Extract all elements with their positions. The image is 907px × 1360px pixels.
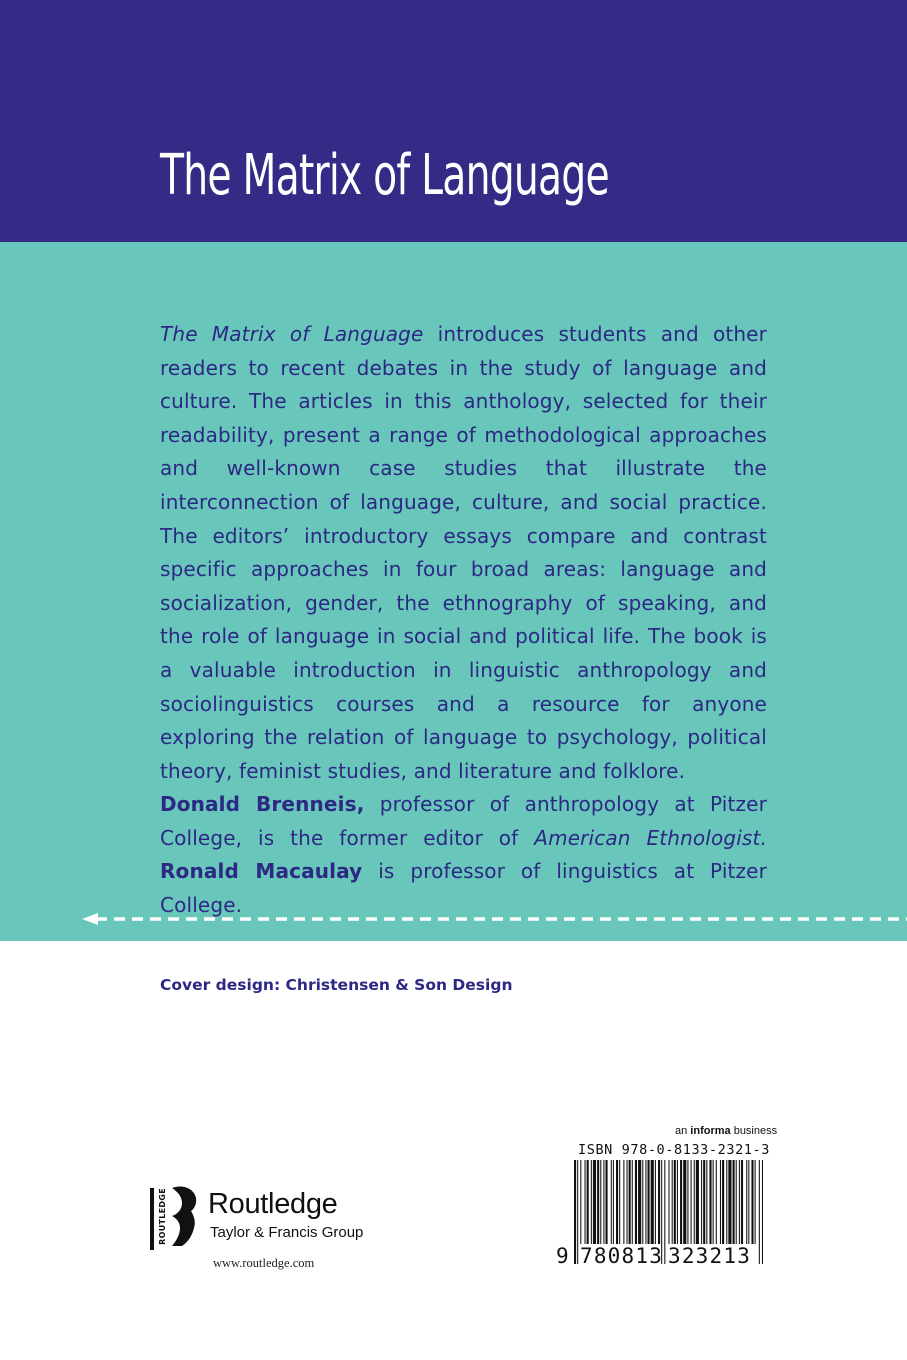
barcode-bar — [611, 1160, 612, 1244]
barcode-bar — [674, 1160, 676, 1244]
informa-suffix: business — [730, 1125, 778, 1137]
barcode-bar — [585, 1160, 586, 1244]
barcode-bar — [593, 1160, 596, 1244]
publisher-name: Routledge — [208, 1188, 338, 1220]
isbn-label: ISBN 978-0-8133-2321-3 — [578, 1142, 771, 1158]
barcode-bar — [635, 1160, 637, 1244]
barcode-bar — [701, 1160, 702, 1244]
barcode-bar — [728, 1160, 731, 1244]
barcode-digit-first: 9 — [556, 1244, 569, 1268]
barcode-bar — [603, 1160, 604, 1244]
author-name-1: Donald Brenneis, — [160, 792, 365, 816]
publisher-vertical-text: ROUTLEDGE — [158, 1188, 167, 1245]
author-name-2: Ronald Macaulay — [160, 859, 363, 884]
barcode-bar — [642, 1160, 643, 1244]
author-bio-1: professor of anthropology at Pitzer College, is the former editor of — [160, 792, 767, 850]
barcode-bar — [706, 1160, 707, 1244]
barcode-digits-left: 780813 — [580, 1244, 664, 1268]
book-description — [160, 318, 767, 788]
barcode-bar — [716, 1160, 717, 1244]
barcode-bar — [748, 1160, 749, 1244]
barcode-bar — [655, 1160, 656, 1244]
barcode-bar — [683, 1160, 686, 1244]
barcode-bar — [651, 1160, 654, 1244]
author-bio — [160, 788, 767, 922]
barcode-bar — [677, 1160, 678, 1244]
barcode-bar — [632, 1160, 633, 1244]
barcode-bar — [741, 1160, 743, 1244]
barcode-bar — [687, 1160, 688, 1244]
barcode-bar — [736, 1160, 737, 1244]
dashed-arrow-line — [82, 904, 907, 934]
barcode-bar — [629, 1160, 631, 1244]
barcode-digits-right: 323213 — [668, 1244, 752, 1268]
barcode-bar — [658, 1160, 660, 1244]
barcode-bar — [722, 1160, 724, 1244]
arrow-head-icon — [82, 913, 98, 925]
barcode-bar — [696, 1160, 699, 1244]
informa-line — [675, 1125, 777, 1137]
cover-design-credit: Cover design: Christensen & Son Design — [160, 976, 513, 994]
publisher-group: Taylor & Francis Group — [210, 1224, 364, 1241]
barcode-bar — [591, 1160, 592, 1244]
barcode-bar — [759, 1160, 760, 1264]
barcode-bar — [755, 1160, 756, 1244]
barcode-bar — [623, 1160, 624, 1244]
barcode-bar — [669, 1160, 670, 1244]
barcode-bar — [720, 1160, 721, 1244]
barcode-bar — [580, 1160, 581, 1244]
barcode-bar — [574, 1160, 576, 1264]
barcode-bar — [733, 1160, 735, 1244]
barcode-bar — [577, 1160, 578, 1264]
barcode-bar — [600, 1160, 601, 1244]
barcode-bar — [648, 1160, 650, 1244]
barcode-bar — [762, 1160, 763, 1264]
barcode-bar — [703, 1160, 705, 1244]
barcode-bar — [627, 1160, 628, 1244]
barcode-bar — [691, 1160, 692, 1244]
informa-brand: informa — [690, 1125, 731, 1137]
barcode-bar — [680, 1160, 682, 1244]
barcode-bar — [713, 1160, 714, 1244]
barcode-bar — [645, 1160, 646, 1244]
barcode-bar — [616, 1160, 618, 1244]
journal-name: American Ethnologist. — [534, 825, 767, 850]
barcode-bar — [694, 1160, 695, 1244]
barcode-bar — [638, 1160, 641, 1244]
barcode-bar — [726, 1160, 727, 1244]
barcode-bar — [587, 1160, 589, 1244]
barcode-bar — [597, 1160, 599, 1244]
publisher-website: www.routledge.com — [213, 1256, 315, 1270]
description-title: The Matrix of Language — [160, 322, 424, 346]
barcode-bar — [739, 1160, 740, 1244]
barcode-bar — [751, 1160, 753, 1244]
barcode-bar — [672, 1160, 673, 1244]
description-text: introduces students and other readers to recent debates in the study of language and culture. The articles in this anthology, selected for their readability, present a range of methodological approaches and well-known case studies that illustrate the interconnection of language, culture, and social practice. The editors’ introductory essays compare and contrast specific approaches in four broad areas: language and socialization, gender, the ethnography of speaking, and the role of language in social and political life. The book is a valuable introduction in linguistic anthropology and sociolinguistics courses and a resource for anyone exploring the relation of language to psychology, political theory, feminist studies, and literature and folklore. — [160, 322, 767, 783]
barcode-bar — [619, 1160, 620, 1244]
barcode-bar — [606, 1160, 608, 1244]
informa-prefix: an — [675, 1125, 691, 1137]
barcode-bar — [664, 1160, 665, 1264]
book-title: The Matrix of Language — [160, 143, 609, 208]
barcode-bar — [746, 1160, 747, 1244]
author-bio-2: is professor of linguistics at Pitzer College. — [160, 859, 767, 917]
top-band — [0, 0, 907, 242]
barcode-bar — [613, 1160, 614, 1244]
barcode-bar — [709, 1160, 711, 1244]
